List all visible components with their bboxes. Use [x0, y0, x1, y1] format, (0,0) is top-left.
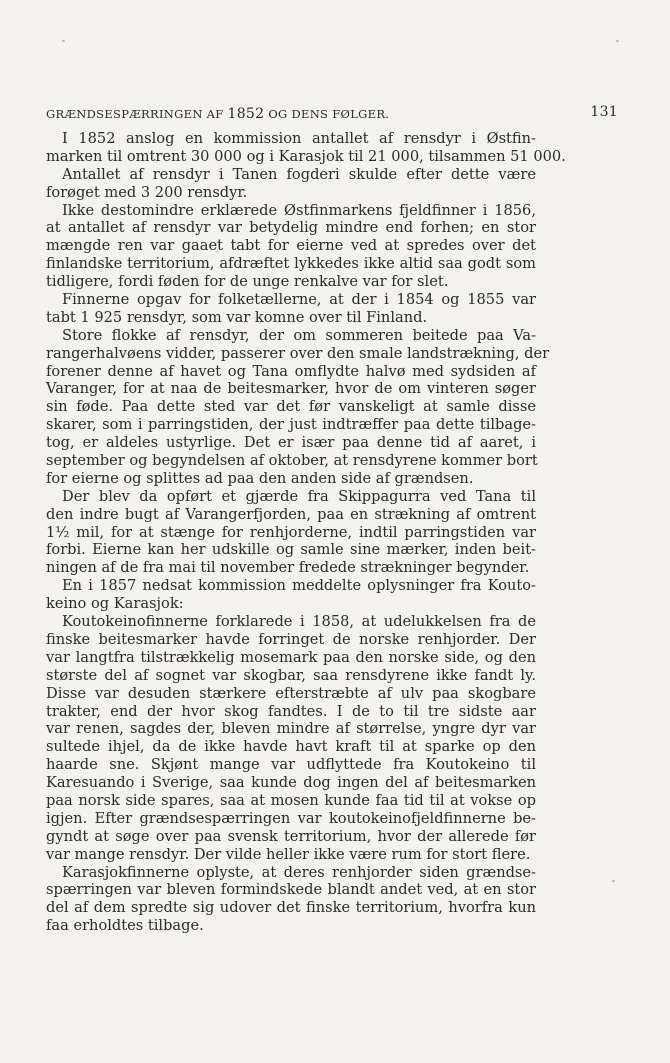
- page-number: 131: [590, 104, 618, 120]
- body-text: [46, 130, 566, 935]
- running-title-part2: OG DENS FØLGER.: [264, 107, 390, 121]
- text-line: Ikke destomindre erklærede Østfinmarkens fjeldfinner i 1856,: [62, 201, 536, 219]
- text-line: tog, er aldeles ustyrlige. Det er især paa denne tid af aaret, i: [46, 434, 536, 452]
- text-line: Der blev da opført et gjærde fra Skippagurra ved Tana til: [62, 487, 536, 505]
- text-line: september og begyndelsen af oktober, at rensdyrene kommer bort: [46, 452, 538, 470]
- text-line: tabt 1 925 rensdyr, som var komne over til Finland.: [46, 308, 428, 326]
- text-line: mængde ren var gaaet tabt for eierne ved at spredes over det: [46, 237, 536, 255]
- running-title: [46, 106, 389, 122]
- text-line: var renen, sagdes der, bleven mindre af størrelse, yngre dyr var: [46, 720, 536, 738]
- text-line: finlandske territorium, afdræftet lykkedes ikke altid saa godt som: [46, 255, 536, 273]
- text-line: Koutokeinofinnerne forklarede i 1858, at udelukkelsen fra de: [62, 613, 536, 631]
- text-line: haarde sne. Skjønt mange var udflyttede fra Koutokeino til: [46, 756, 536, 774]
- text-line: faa erholdtes tilbage.: [46, 917, 204, 935]
- text-line: Antallet af rensdyr i Tanen fogderi skulde efter dette være: [62, 165, 536, 183]
- text-line: marken til omtrent 30 000 og i Karasjok til 21 000, tilsammen 51 000.: [46, 147, 566, 165]
- text-line: største del af sognet var skogbar, saa rensdyrene ikke fandt ly.: [46, 666, 536, 684]
- text-line: I 1852 anslog en kommission antallet af rensdyr i Østfin-: [62, 130, 536, 147]
- text-line: del af dem spredte sig udover det finske territorium, hvorfra kun: [46, 899, 536, 917]
- text-line: for eierne og splittes ad paa den anden side af grændsen.: [46, 469, 474, 487]
- text-line: var mange rensdyr. Der vilde heller ikke være rum for stort flere.: [46, 845, 531, 863]
- text-line: Store flokke af rensdyr, der om sommeren beitede paa Va-: [62, 326, 536, 344]
- text-line: Varanger, for at naa de beitesmarker, hvor de om vinteren søger: [46, 380, 536, 398]
- text-line: forøget med 3 200 rensdyr.: [46, 183, 248, 201]
- text-line: Karasjokfinnerne oplyste, at deres renhjorder siden grændse-: [62, 863, 536, 881]
- text-line: rangerhalvøens vidder, passerer over den smale landstrækning, der: [46, 344, 550, 362]
- text-line: sultede ihjel, da de ikke havde havt kraft til at sparke op den: [46, 738, 536, 756]
- text-line: Disse var desuden stærkere efterstræbte af ulv paa skogbare: [46, 684, 536, 702]
- text-line: igjen. Efter grændsespærringen var koutokeinofjeldfinnerne be-: [46, 809, 536, 827]
- running-title-year: 1852: [227, 106, 265, 122]
- text-line: Finnerne opgav for folketællerne, at der i 1854 og 1855 var: [62, 291, 536, 309]
- text-line: keino og Karasjok:: [46, 595, 184, 613]
- text-line: sin føde. Paa dette sted var det før vanskeligt at samle disse: [46, 398, 536, 416]
- text-line: trakter, end der hvor skog fandtes. I de to til tre sidste aar: [46, 702, 536, 720]
- text-line: forener denne af havet og Tana omflydte halvø med sydsiden af: [46, 362, 536, 380]
- running-header: [46, 104, 618, 126]
- text-line: at antallet af rensdyr var betydelig mindre end forhen; en stor: [46, 219, 536, 237]
- text-line: Karesuando i Sverige, saa kunde dog ingen del af beitesmarken: [46, 774, 536, 792]
- text-line: ningen af de fra mai til november fredede strækninger begynder.: [46, 559, 530, 577]
- paper-speck: [612, 880, 615, 882]
- text-line: paa norsk side spares, saa at mosen kunde faa tid til at vokse op: [46, 791, 536, 809]
- text-line: finske beitesmarker havde forringet de norske renhjorder. Der: [46, 630, 536, 648]
- text-line: var langtfra tilstrækkelig mosemark paa den norske side, og den: [46, 648, 536, 666]
- paper-speck: [62, 40, 65, 42]
- text-line: forbi. Eierne kan her udskille og samle sine mærker, inden beit-: [46, 541, 536, 559]
- text-line: skarer, som i parringstiden, der just indtræffer paa dette tilbage-: [46, 416, 536, 434]
- text-line: spærringen var bleven formindskede blandt andet ved, at en stor: [46, 881, 536, 899]
- text-line: den indre bugt af Varangerfjorden, paa en strækning af omtrent: [46, 505, 536, 523]
- text-line: En i 1857 nedsat kommission meddelte oplysninger fra Kouto-: [62, 577, 536, 595]
- text-line: gyndt at søge over paa svensk territorium, hvor der allerede før: [46, 827, 536, 845]
- paper-speck: [616, 40, 619, 42]
- text-line: 1½ mil, for at stænge for renhjorderne, indtil parringstiden var: [46, 523, 536, 541]
- text-line: tidligere, fordi føden for de unge renkalve var for slet.: [46, 273, 449, 291]
- running-title-part1: GRÆNDSESPÆRRINGEN AF: [46, 107, 228, 121]
